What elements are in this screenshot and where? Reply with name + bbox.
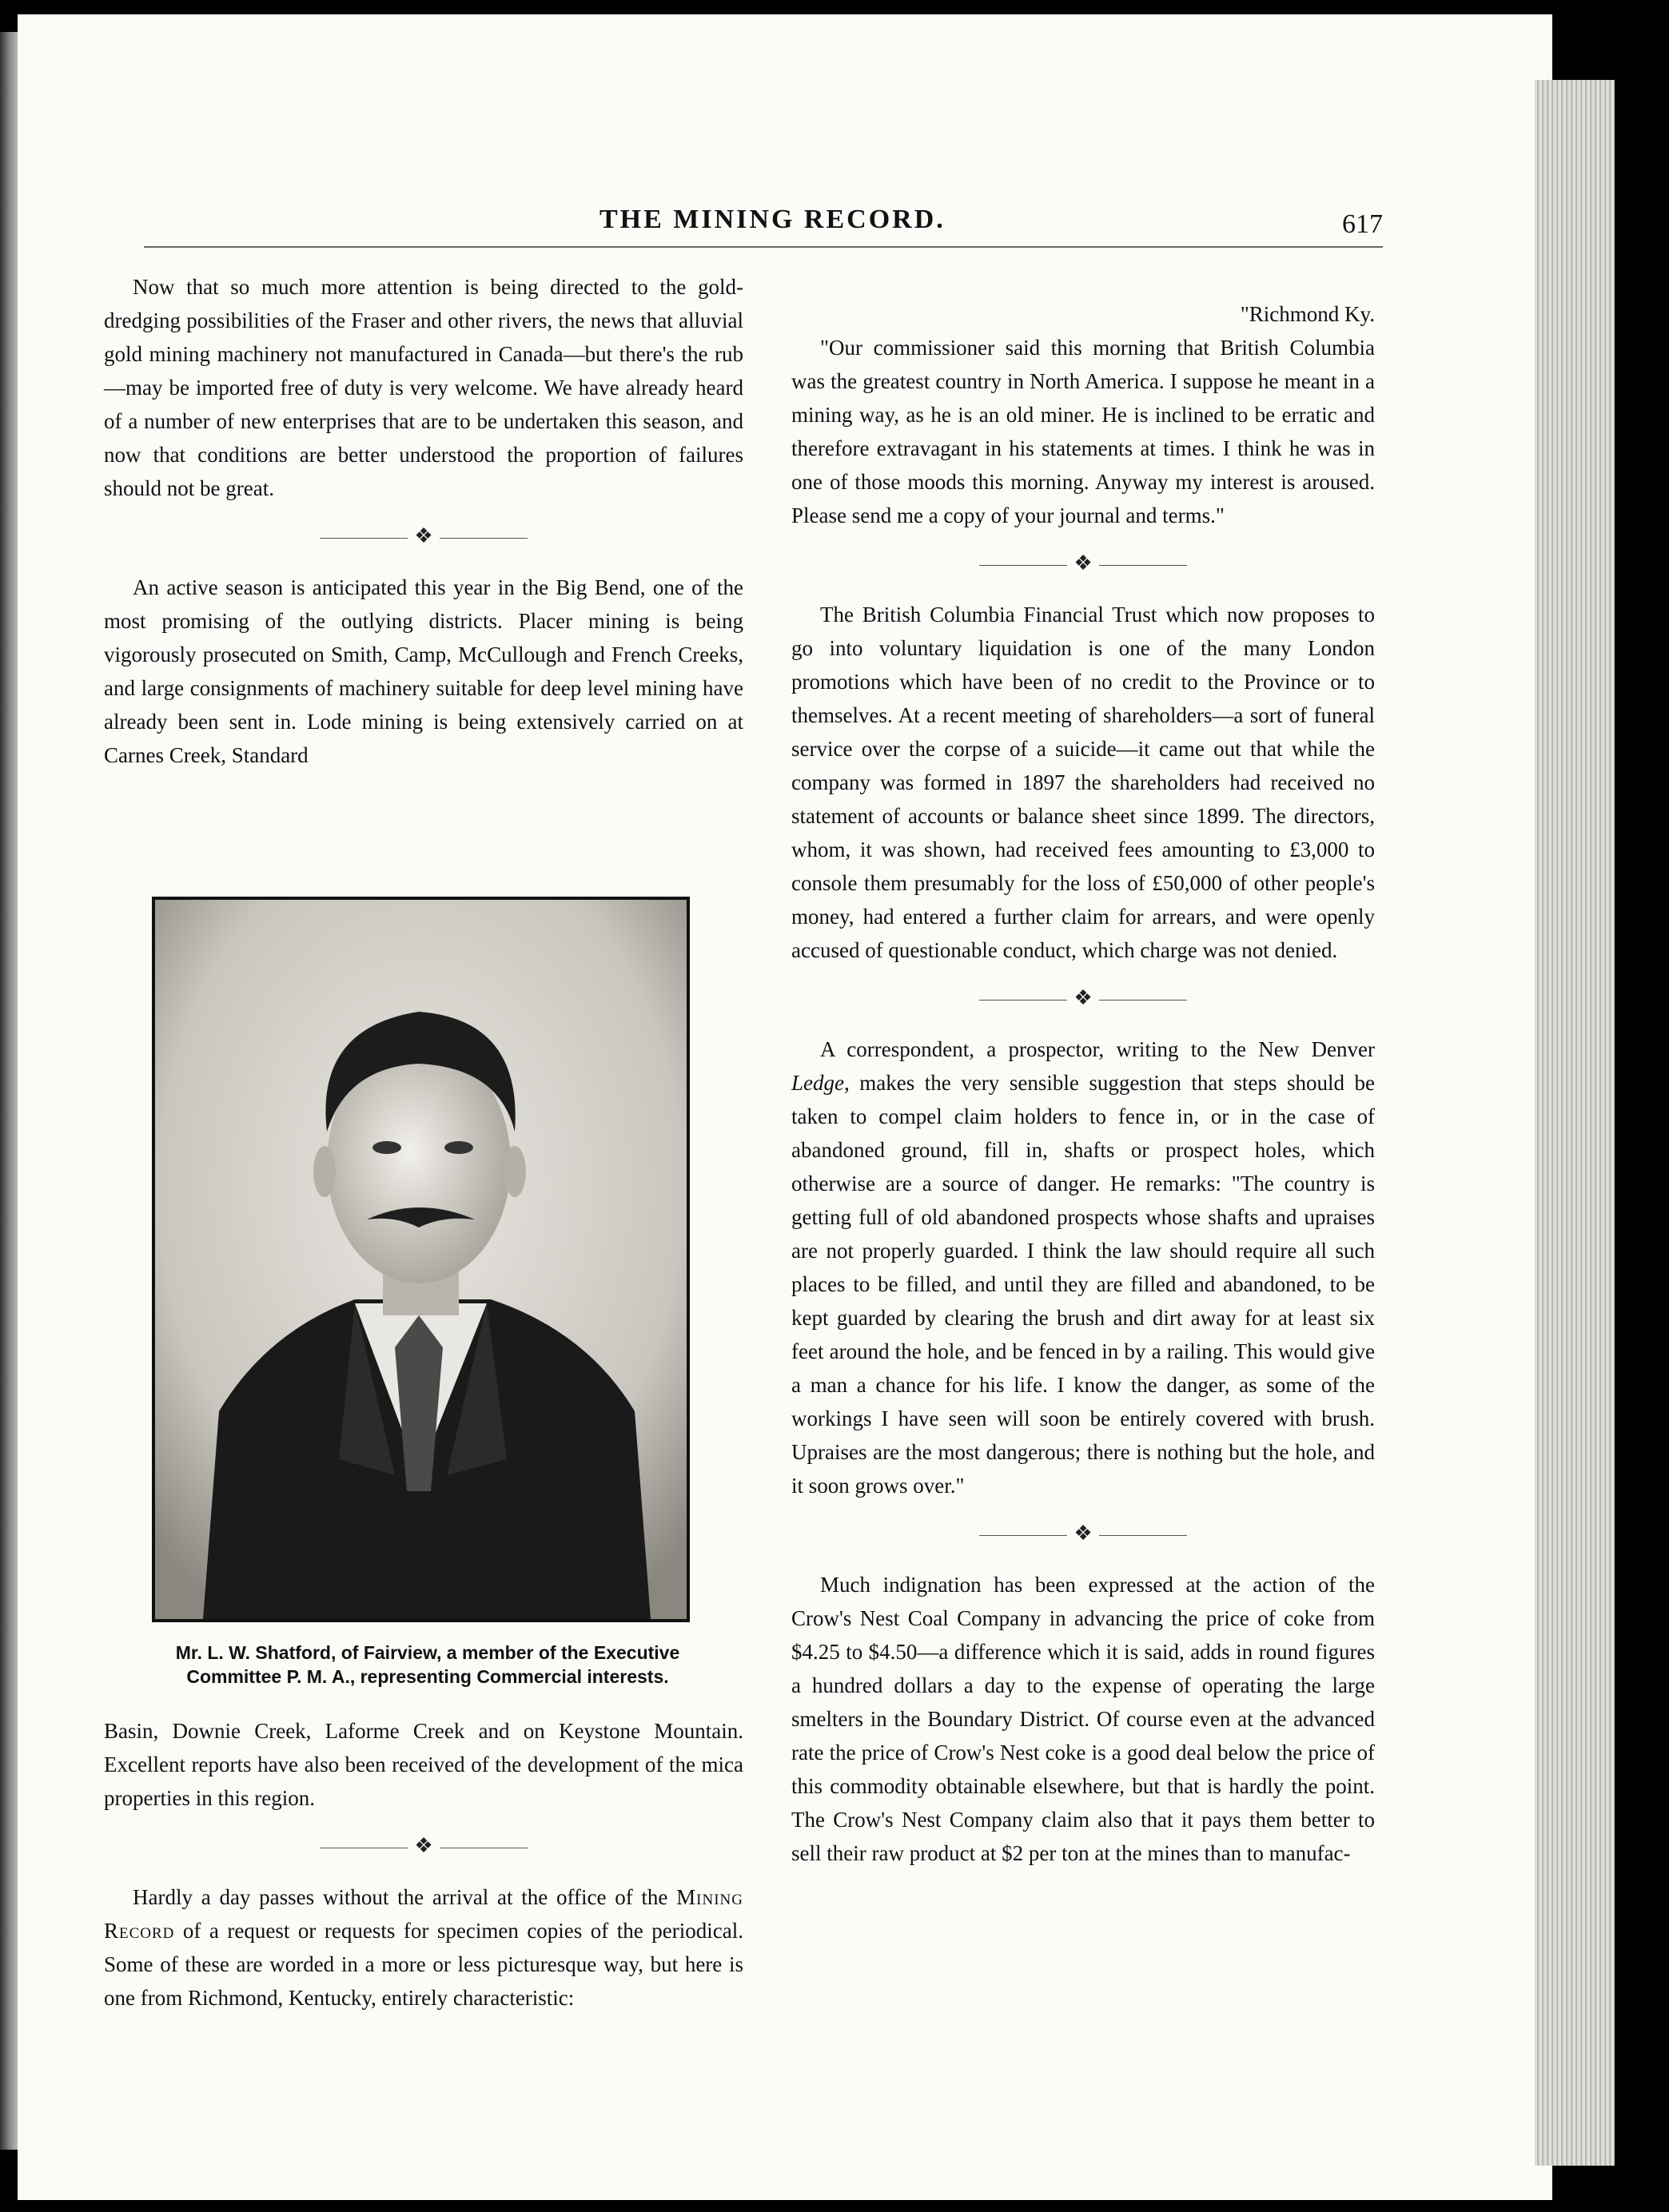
paragraph-correspondent: A correspondent, a prospector, writing to the New Denver Ledge, makes the very sensible suggestion that steps should be taken to compel claim holders to fence in, or in the case of abandoned ground, fill in, shafts or prospect holes, which otherwise are a source of danger. He remarks: "The country is getting full of old abandoned prospects whose shafts and upraises are not properly guarded. I think the law should require all such places to be filled, and until they are filled and abandoned, to be kept guarded by clearing the brush and dirt away for at least six feet around the hole, and be fenced in by a railing. This would give a man a chance for his life. I know the danger, as some of the workings I have seen will soon be entirely covered with brush. Upraises are the most dangerous; there is nothing but the hole, and it soon grows over." [791, 1037, 1375, 1498]
portrait-image [155, 900, 687, 1619]
header-rule [144, 246, 1383, 248]
running-title: THE MINING RECORD. [599, 205, 946, 234]
section-ornament: ❖ [104, 519, 743, 553]
page-number: 617 [1342, 209, 1383, 239]
newspaper-name: Ledge [791, 1071, 844, 1095]
section-ornament: ❖ [791, 547, 1375, 580]
paragraph-financial-trust: The British Columbia Financial Trust which now proposes to go into voluntary liquidation is one of the many London promotions which have been of no credit to the Province or to themselves. At a recent meeting of shareholders—a sort of funeral service over the corpse of a suicide—it came out that while the company was formed in 1897 the shareholders had received no statement of accounts or balance sheet since 1899. The directors, whom, it was shown, had received fees amounting to £3,000 to console them presumably for the loss of £50,000 of other people's money, had entered a further claim for arrears, and were openly accused of questionable conduct, which charge was not denied. [791, 603, 1375, 962]
paragraph-requests: Hardly a day passes without the arrival at the office of the Mining Record of a request or requests for specimen copies of the periodical. Some of these are worded in a more or less picturesque way, but here is one from Richmond, Kentucky, entirely characteristic: [104, 1885, 743, 2010]
right-column [791, 297, 1375, 1884]
page-edges [1535, 80, 1615, 2166]
publication-name: Mining Record [104, 1885, 743, 1943]
photo-caption [104, 1641, 751, 1689]
paragraph-big-bend: An active season is anticipated this year in the Big Bend, one of the most promising of the outlying districts. Placer mining is being vigorously prosecuted on Smith, Camp, McCullough and French Creeks, and large consignments of machinery suitable for deep level mining have already been sent in. Lode mining is being extensively carried on at Carnes Creek, Standard [104, 575, 743, 767]
caption-line-1: Mr. L. W. Shatford, of Fairview, a member of the Executive [175, 1642, 680, 1663]
left-column-upper [104, 270, 743, 786]
letter-heading: "Richmond Ky. [1240, 302, 1375, 326]
letter-body: "Our commissioner said this morning that British Columbia was the greatest country in North America. I suppose he meant in a mining way, as he is an old miner. He is inclined to be erratic and therefore extravagant in his statements at times. I think he was in one of those moods this morning. Anyway my interest is aroused. Please send me a copy of your journal and terms." [791, 336, 1375, 527]
left-column-lower [104, 1714, 743, 2029]
paragraph-basin: Basin, Downie Creek, Laforme Creek and on Keystone Mountain. Excellent reports have also been received of the development of the mica properties in this region. [104, 1719, 743, 1810]
caption-line-2: Committee P. M. A., representing Commercial interests. [186, 1666, 669, 1687]
section-ornament: ❖ [791, 1517, 1375, 1550]
paragraph-dredging: Now that so much more attention is being directed to the gold-dredging possibilities of the Fraser and other rivers, the news that alluvial gold mining machinery not manufactured in Canada—but there's the rub—may be imported free of duty is very welcome. We have already heard of a number of new enterprises that are to be undertaken this season, and now that conditions are better understood the proportion of failures should not be great. [104, 275, 743, 500]
paragraph-coke-price: Much indignation has been expressed at the action of the Crow's Nest Coal Company in advancing the price of coke from $4.25 to $4.50—a difference which it is said, adds in round figures a hundred dollars a day to the expense of operating the large smelters in the Boundary District. Of course even at the advanced rate the price of Crow's Nest coke is a good deal below the price of this commodity obtainable elsewhere, but that is hardly the point. The Crow's Nest Company claim also that it pays them better to sell their raw product at $2 per ton at the mines than to manufac- [791, 1573, 1375, 1865]
section-ornament: ❖ [791, 981, 1375, 1015]
page-header [144, 198, 1383, 246]
portrait-photo [152, 897, 690, 1622]
section-ornament: ❖ [104, 1829, 743, 1863]
